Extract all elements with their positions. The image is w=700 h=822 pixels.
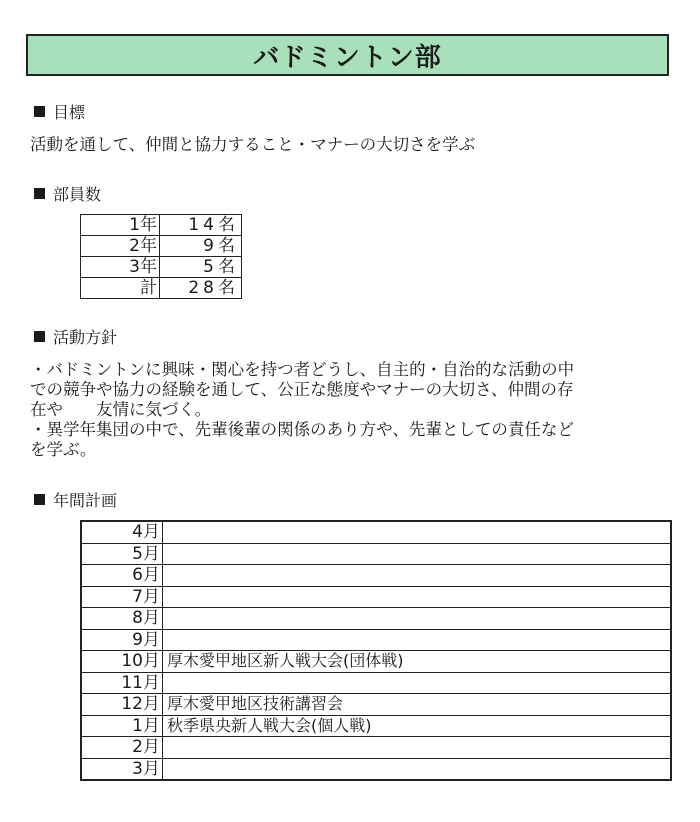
event-cell: 厚木愛甲地区技術講習会 (163, 694, 672, 716)
table-row (81, 715, 671, 737)
table-row (81, 278, 242, 299)
grade-cell: 1年 (81, 215, 160, 236)
month-cell: 11月 (81, 672, 163, 694)
policy-line: 在や 友情に気づく。 (30, 400, 212, 419)
table-row (81, 608, 671, 630)
goal-heading (34, 100, 85, 123)
event-cell: 厚木愛甲地区新人戦大会(団体戦) (163, 651, 672, 673)
policy-line: ・バドミントンに興味・関心を持つ者どうし、自主的・自治的な活動の中 (30, 360, 575, 379)
event-cell (163, 521, 672, 543)
event-cell (163, 672, 672, 694)
policy-heading (34, 325, 117, 348)
square-bullet-icon (34, 494, 45, 505)
count-cell: 9名 (160, 236, 242, 257)
table-row (81, 758, 671, 780)
month-cell: 1月 (81, 715, 163, 737)
table-row (81, 257, 242, 278)
page-title: バドミントン部 (26, 34, 669, 76)
event-cell (163, 565, 672, 587)
month-cell: 6月 (81, 565, 163, 587)
month-cell: 7月 (81, 586, 163, 608)
month-cell: 2月 (81, 737, 163, 759)
plan-heading-label: 年間計画 (53, 491, 118, 510)
month-cell: 9月 (81, 629, 163, 651)
event-cell: 秋季県央新人戦大会(個人戦) (163, 715, 672, 737)
total-label-cell: 計 (81, 278, 160, 299)
table-row (81, 215, 242, 236)
month-cell: 4月 (81, 521, 163, 543)
month-cell: 10月 (81, 651, 163, 673)
square-bullet-icon (34, 331, 45, 342)
square-bullet-icon (34, 188, 45, 199)
table-row (81, 737, 671, 759)
event-cell (163, 758, 672, 780)
plan-heading (34, 488, 117, 511)
policy-text (30, 360, 680, 460)
month-cell: 3月 (81, 758, 163, 780)
members-heading-label: 部員数 (53, 185, 102, 204)
grade-cell: 2年 (81, 236, 160, 257)
members-table (80, 214, 242, 299)
table-row (81, 565, 671, 587)
event-cell (163, 629, 672, 651)
total-count-cell: 28名 (160, 278, 242, 299)
event-cell (163, 586, 672, 608)
table-row (81, 586, 671, 608)
month-cell: 5月 (81, 543, 163, 565)
event-cell (163, 737, 672, 759)
count-cell: 5名 (160, 257, 242, 278)
month-cell: 12月 (81, 694, 163, 716)
annual-plan-table (80, 520, 672, 781)
table-row (81, 236, 242, 257)
policy-line: での競争や協力の経験を通して、公正な態度やマナーの大切さ、仲間の存 (30, 380, 574, 399)
event-cell (163, 543, 672, 565)
event-cell (163, 608, 672, 630)
month-cell: 8月 (81, 608, 163, 630)
policy-line: を学ぶ。 (30, 440, 97, 459)
grade-cell: 3年 (81, 257, 160, 278)
members-heading (34, 182, 101, 205)
goal-text: 活動を通して、仲間と協力すること・マナーの大切さを学ぶ (30, 135, 476, 154)
table-row (81, 651, 671, 673)
goal-heading-label: 目標 (53, 103, 86, 122)
table-row (81, 672, 671, 694)
policy-heading-label: 活動方針 (53, 328, 118, 347)
table-row (81, 521, 671, 543)
count-cell: 14名 (160, 215, 242, 236)
table-row (81, 694, 671, 716)
policy-line: ・異学年集団の中で、先輩後輩の関係のあり方や、先輩としての責任など (30, 420, 574, 439)
table-row (81, 543, 671, 565)
square-bullet-icon (34, 106, 45, 117)
table-row (81, 629, 671, 651)
